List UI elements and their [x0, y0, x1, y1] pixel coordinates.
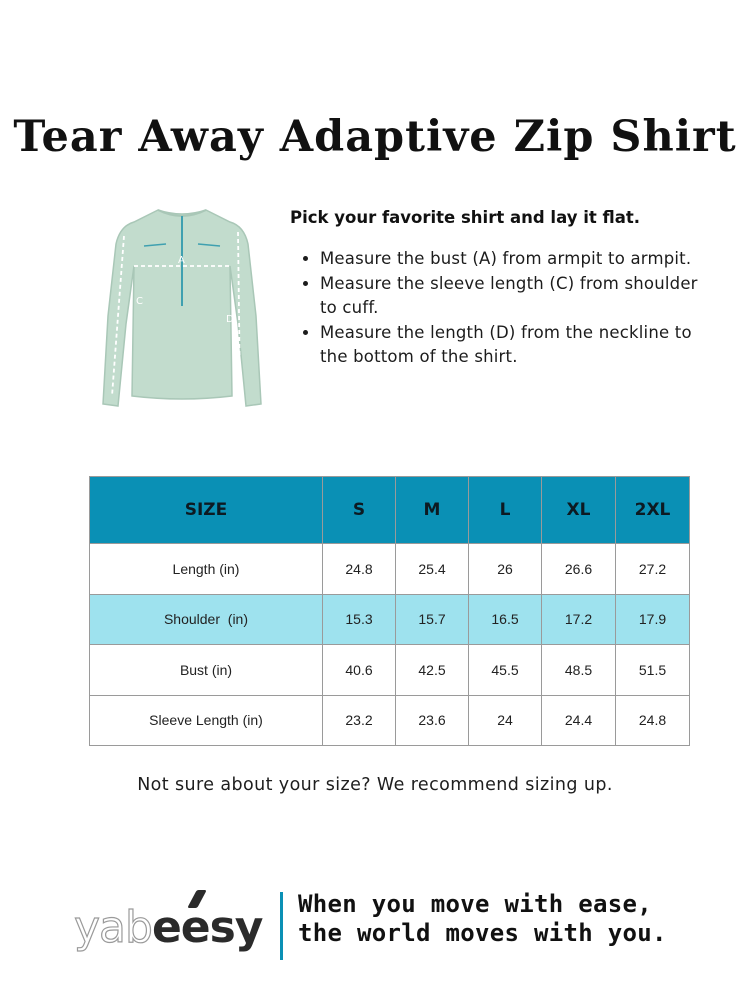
- header-m: M: [396, 477, 469, 544]
- instructions-list: [290, 247, 710, 370]
- table-cell: 40.6: [323, 645, 396, 696]
- measuring-instructions: [290, 208, 710, 370]
- logo-dark-part: eesy: [151, 902, 263, 953]
- page-title: Tear Away Adaptive Zip Shirt: [13, 112, 737, 162]
- label-a: A: [178, 255, 185, 266]
- instruction-length: • Measure the length (D) from the neckline to the bottom of the shirt.: [320, 321, 710, 370]
- table-cell: 24.4: [542, 695, 616, 746]
- size-chart-table: [89, 476, 690, 746]
- brand-divider: [280, 892, 283, 960]
- table-cell: 48.5: [542, 645, 616, 696]
- table-row: [90, 594, 690, 645]
- header-size: SIZE: [90, 477, 323, 544]
- table-cell: 45.5: [469, 645, 542, 696]
- tagline-line-1: When you move with ease,: [298, 890, 652, 918]
- table-cell: 26: [469, 544, 542, 595]
- header-l: L: [469, 477, 542, 544]
- instruction-sleeve: • Measure the sleeve length (C) from shoulder to cuff.: [320, 272, 710, 321]
- table-cell: 15.3: [323, 594, 396, 645]
- table-cell: 51.5: [616, 645, 690, 696]
- header-2xl: 2XL: [616, 477, 690, 544]
- table-cell: 16.5: [469, 594, 542, 645]
- table-cell: 27.2: [616, 544, 690, 595]
- table-header-row: [90, 477, 690, 544]
- table-cell: 24: [469, 695, 542, 746]
- header-s: S: [323, 477, 396, 544]
- row-label: Length (in): [90, 544, 323, 595]
- table-row: [90, 695, 690, 746]
- table-cell: 23.6: [396, 695, 469, 746]
- table-cell: 23.2: [323, 695, 396, 746]
- table-cell: 24.8: [616, 695, 690, 746]
- logo-light-part: yab: [74, 902, 152, 953]
- table-cell: 26.6: [542, 544, 616, 595]
- label-c: C: [136, 296, 143, 307]
- row-label: Sleeve Length (in): [90, 695, 323, 746]
- instructions-lead: Pick your favorite shirt and lay it flat.: [290, 208, 641, 227]
- row-label: Bust (in): [90, 645, 323, 696]
- brand-logo: [74, 888, 264, 960]
- table-cell: 25.4: [396, 544, 469, 595]
- table-cell: 24.8: [323, 544, 396, 595]
- table-cell: 15.7: [396, 594, 469, 645]
- logo-wordmark: [74, 902, 263, 953]
- tagline-line-2: the world moves with you.: [298, 919, 667, 947]
- row-label: Shoulder (in): [90, 594, 323, 645]
- label-d: D: [226, 314, 234, 325]
- table-cell: 42.5: [396, 645, 469, 696]
- table-cell: 17.2: [542, 594, 616, 645]
- sizing-note: Not sure about your size? We recommend sizing up.: [137, 775, 613, 795]
- table-row: [90, 544, 690, 595]
- table-row: [90, 645, 690, 696]
- brand-tagline: [298, 890, 718, 948]
- shirt-measurement-figure: [98, 196, 266, 422]
- table-cell: 17.9: [616, 594, 690, 645]
- header-xl: XL: [542, 477, 616, 544]
- instruction-bust: • Measure the bust (A) from armpit to armpit.: [320, 247, 710, 272]
